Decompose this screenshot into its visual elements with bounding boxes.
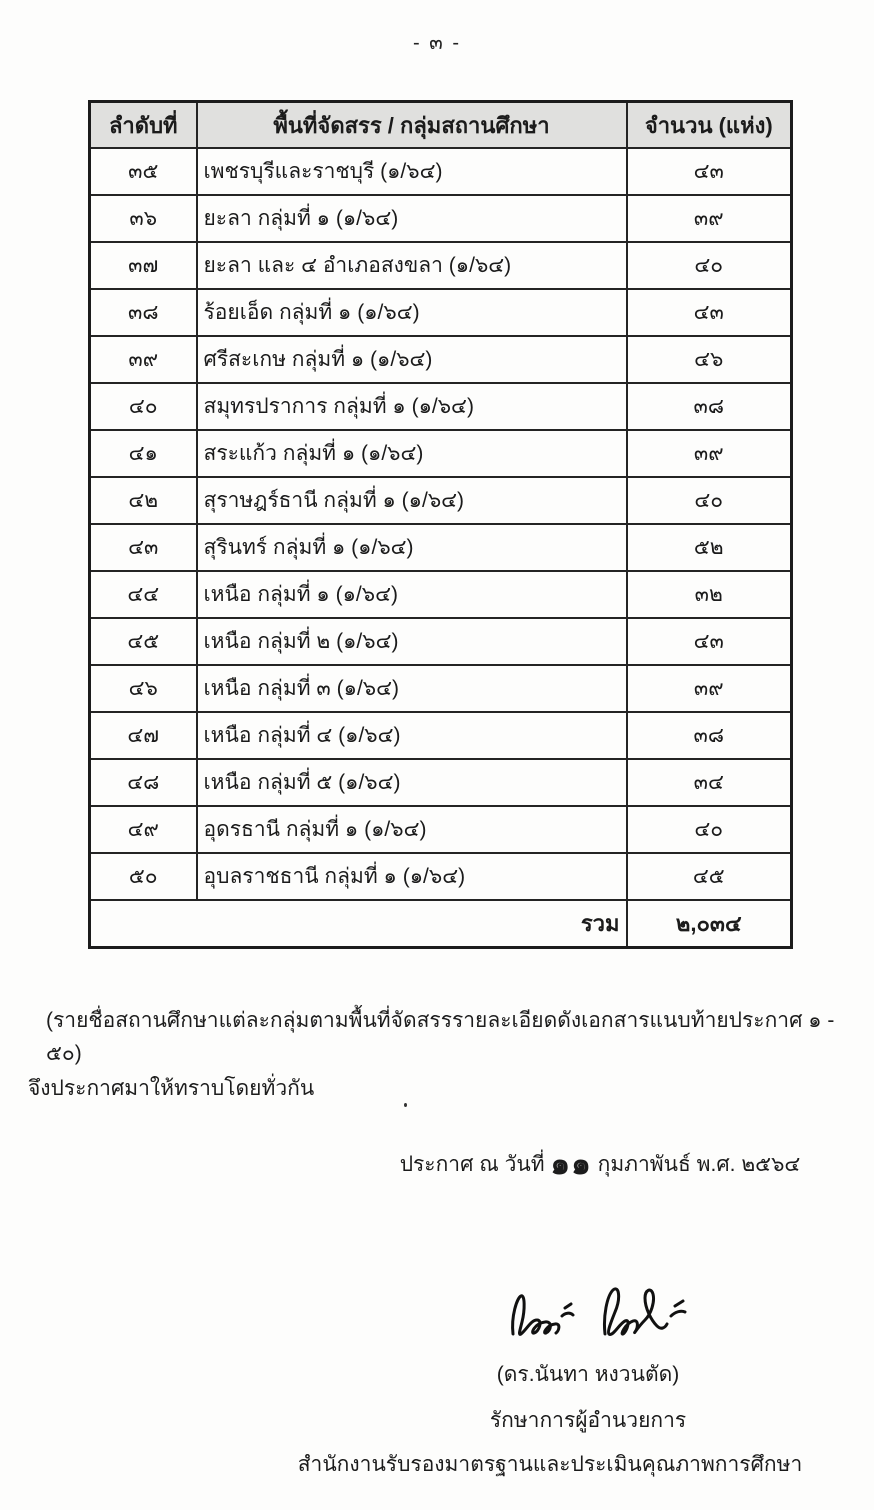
row-area: เพชรบุรีและราชบุรี (๑/๖๔) bbox=[197, 148, 627, 195]
header-area: พื้นที่จัดสรร / กลุ่มสถานศึกษา bbox=[197, 102, 627, 149]
row-order: ๔๗ bbox=[90, 712, 197, 759]
row-order: ๔๕ bbox=[90, 618, 197, 665]
row-order: ๓๕ bbox=[90, 148, 197, 195]
row-area: เหนือ กลุ่มที่ ๕ (๑/๖๔) bbox=[197, 759, 627, 806]
signer-title: รักษาการผู้อำนวยการ bbox=[489, 1409, 687, 1432]
row-area: ร้อยเอ็ด กลุ่มที่ ๑ (๑/๖๔) bbox=[197, 289, 627, 336]
table-row bbox=[90, 853, 792, 900]
row-area: สมุทรปราการ กลุ่มที่ ๑ (๑/๖๔) bbox=[197, 383, 627, 430]
row-count: ๕๒ bbox=[627, 524, 792, 571]
row-count: ๓๘ bbox=[627, 712, 792, 759]
row-area: เหนือ กลุ่มที่ ๒ (๑/๖๔) bbox=[197, 618, 627, 665]
stray-mark bbox=[404, 1103, 407, 1107]
announcement-date-line bbox=[320, 1148, 874, 1181]
row-order: ๔๐ bbox=[90, 383, 197, 430]
header-order: ลำดับที่ bbox=[90, 102, 197, 149]
header-count: จำนวน (แห่ง) bbox=[627, 102, 792, 149]
table-row bbox=[90, 148, 792, 195]
date-day-handwritten: ๑๑ bbox=[550, 1146, 592, 1182]
total-label: รวม bbox=[90, 900, 627, 948]
date-suffix: กุมภาพันธ์ พ.ศ. ๒๕๖๔ bbox=[597, 1153, 801, 1176]
row-count: ๔๖ bbox=[627, 336, 792, 383]
table-row bbox=[90, 571, 792, 618]
table-row bbox=[90, 195, 792, 242]
table-row bbox=[90, 430, 792, 477]
page-number: - ๓ - bbox=[412, 32, 462, 54]
table-header bbox=[90, 102, 792, 149]
row-order: ๓๙ bbox=[90, 336, 197, 383]
signer-organization: สำนักงานรับรองมาตรฐานและประเมินคุณภาพการศึกษา bbox=[297, 1453, 803, 1476]
table-row bbox=[90, 289, 792, 336]
table-total-row bbox=[90, 900, 792, 948]
row-order: ๔๘ bbox=[90, 759, 197, 806]
row-count: ๔๓ bbox=[627, 618, 792, 665]
row-area: เหนือ กลุ่มที่ ๓ (๑/๖๔) bbox=[197, 665, 627, 712]
row-count: ๔๕ bbox=[627, 853, 792, 900]
note-text: (รายชื่อสถานศึกษาแต่ละกลุ่มตามพื้นที่จัดสรรรายละเอียดดังเอกสารแนบท้ายประกาศ ๑ - ๕๐) bbox=[46, 1009, 835, 1065]
row-order: ๕๐ bbox=[90, 853, 197, 900]
row-order: ๓๗ bbox=[90, 242, 197, 289]
row-area: สระแก้ว กลุ่มที่ ๑ (๑/๖๔) bbox=[197, 430, 627, 477]
row-order: ๔๓ bbox=[90, 524, 197, 571]
row-area: สุรินทร์ กลุ่มที่ ๑ (๑/๖๔) bbox=[197, 524, 627, 571]
row-order: ๔๖ bbox=[90, 665, 197, 712]
row-area: อุดรธานี กลุ่มที่ ๑ (๑/๖๔) bbox=[197, 806, 627, 853]
table-row bbox=[90, 806, 792, 853]
table-row bbox=[90, 336, 792, 383]
row-area: เหนือ กลุ่มที่ ๑ (๑/๖๔) bbox=[197, 571, 627, 618]
row-count: ๔๓ bbox=[627, 289, 792, 336]
row-order: ๓๘ bbox=[90, 289, 197, 336]
row-count: ๔๐ bbox=[627, 242, 792, 289]
row-area: ยะลา และ ๔ อำเภอสงขลา (๑/๖๔) bbox=[197, 242, 627, 289]
table-row bbox=[90, 712, 792, 759]
row-count: ๓๙ bbox=[627, 195, 792, 242]
row-count: ๓๙ bbox=[627, 665, 792, 712]
row-area: ศรีสะเกษ กลุ่มที่ ๑ (๑/๖๔) bbox=[197, 336, 627, 383]
row-order: ๔๔ bbox=[90, 571, 197, 618]
closing-text: จึงประกาศมาให้ทราบโดยทั่วกัน bbox=[28, 1077, 315, 1100]
row-count: ๔๐ bbox=[627, 477, 792, 524]
date-prefix: ประกาศ ณ วันที่ bbox=[399, 1153, 545, 1176]
table-row bbox=[90, 477, 792, 524]
row-area: สุราษฎร์ธานี กลุ่มที่ ๑ (๑/๖๔) bbox=[197, 477, 627, 524]
total-value: ๒,๐๓๔ bbox=[627, 900, 792, 948]
row-area: อุบลราชธานี กลุ่มที่ ๑ (๑/๖๔) bbox=[197, 853, 627, 900]
row-area: เหนือ กลุ่มที่ ๔ (๑/๖๔) bbox=[197, 712, 627, 759]
row-count: ๓๔ bbox=[627, 759, 792, 806]
row-count: ๓๘ bbox=[627, 383, 792, 430]
row-order: ๔๒ bbox=[90, 477, 197, 524]
signer-name: (ดร.นันทา หงวนตัด) bbox=[496, 1363, 680, 1386]
row-count: ๓๙ bbox=[627, 430, 792, 477]
row-order: ๓๖ bbox=[90, 195, 197, 242]
row-area: ยะลา กลุ่มที่ ๑ (๑/๖๔) bbox=[197, 195, 627, 242]
allocation-table bbox=[88, 100, 793, 949]
row-count: ๔๓ bbox=[627, 148, 792, 195]
row-count: ๓๒ bbox=[627, 571, 792, 618]
table-row bbox=[90, 665, 792, 712]
table-row bbox=[90, 759, 792, 806]
table-row bbox=[90, 242, 792, 289]
signature bbox=[505, 1276, 715, 1356]
table-row bbox=[90, 618, 792, 665]
row-order: ๔๑ bbox=[90, 430, 197, 477]
row-count: ๔๐ bbox=[627, 806, 792, 853]
table-row bbox=[90, 383, 792, 430]
table-row bbox=[90, 524, 792, 571]
row-order: ๔๙ bbox=[90, 806, 197, 853]
